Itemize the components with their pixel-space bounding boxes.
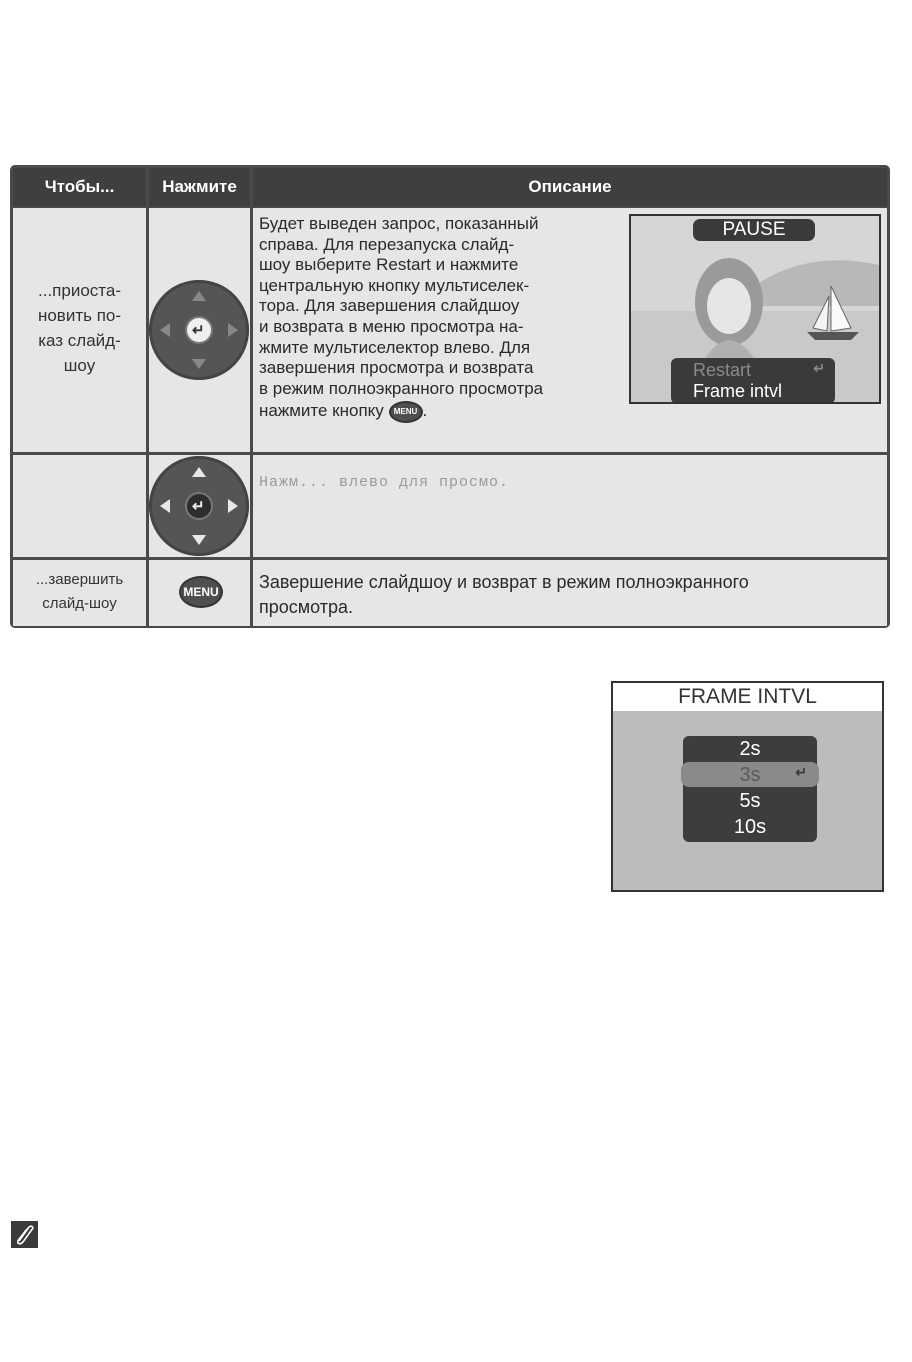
row1-todo-cell [13, 208, 146, 452]
menu-button-icon: MENU [389, 401, 423, 423]
row3-todo-line: ...завершить [35, 571, 124, 588]
pause-screen-illustration [629, 214, 881, 404]
interval-options-list [683, 736, 817, 842]
pencil-note-icon [11, 1221, 38, 1248]
row1-todo-text [13, 278, 146, 378]
menu-item-restart: Restart [693, 360, 752, 380]
option-3s: 3s [739, 764, 761, 786]
row1-description-cell [253, 208, 887, 452]
row2-todo-cell [13, 455, 146, 557]
desc-line-with-icon [259, 401, 623, 425]
desc-line: справа. Для перезапуска слайд- [259, 234, 515, 254]
desc-line: жмите мультиселектор влево. Для [259, 337, 531, 357]
desc-line: тора. Для завершения слайдшоу [259, 296, 520, 316]
row3-todo-line: слайд-шоу [42, 595, 117, 612]
desc-line: центральную кнопку мультиселек- [259, 275, 530, 295]
row3-press-cell [149, 560, 250, 626]
row3-description [259, 570, 883, 620]
row3-description-cell [253, 560, 887, 626]
frame-interval-screen [611, 681, 884, 892]
row2-description-cell [253, 455, 887, 557]
pause-title: PAUSE [693, 219, 815, 241]
row2-description: Нажм... влево для просмо. [259, 474, 510, 491]
option-5s: 5s [739, 790, 761, 812]
header-description: Описание [253, 168, 887, 206]
row1-press-cell [149, 208, 250, 452]
desc-line: в режим полноэкранного просмотра [259, 378, 544, 398]
row3-todo-cell [13, 560, 146, 626]
desc-line: Будет выведен запрос, показанный [259, 214, 539, 233]
pause-menu [671, 358, 835, 404]
enter-icon: ↵ [192, 322, 205, 339]
enter-icon: ↵ [192, 498, 205, 515]
multiselector-icon [149, 456, 249, 556]
desc-text: нажмите кнопку [259, 401, 384, 421]
multiselector-center-icon [149, 280, 249, 380]
desc-line: и возврата в меню просмотра на- [259, 316, 524, 336]
desc-line: просмотра. [259, 597, 354, 617]
desc-line: Завершение слайдшоу и возврат в режим полноэкранного [259, 572, 749, 592]
row1-todo-line: каз слайд- [38, 331, 121, 350]
menu-item-frame-intvl: Frame intvl [693, 381, 783, 401]
enter-icon: ↵ [795, 764, 807, 780]
desc-text: . [422, 401, 428, 421]
option-10s: 10s [733, 816, 767, 838]
row1-todo-line: новить по- [37, 306, 122, 325]
controls-table [10, 165, 890, 628]
header-press: Нажмите [149, 168, 250, 206]
header-todo: Чтобы... [13, 168, 146, 206]
enter-icon: ↵ [813, 360, 825, 376]
row1-description [259, 214, 623, 425]
frame-interval-title: FRAME INTVL [613, 683, 882, 711]
row1-todo-line: ...приоста- [38, 281, 121, 300]
row3-todo-text [13, 568, 146, 616]
option-2s: 2s [739, 738, 761, 760]
row2-press-cell [149, 455, 250, 557]
row1-todo-line: шоу [63, 356, 96, 375]
desc-line: завершения просмотра и возврата [259, 358, 534, 378]
menu-button-icon: MENU [179, 576, 223, 608]
desc-line: шоу выберите Restart и нажмите [259, 255, 519, 275]
